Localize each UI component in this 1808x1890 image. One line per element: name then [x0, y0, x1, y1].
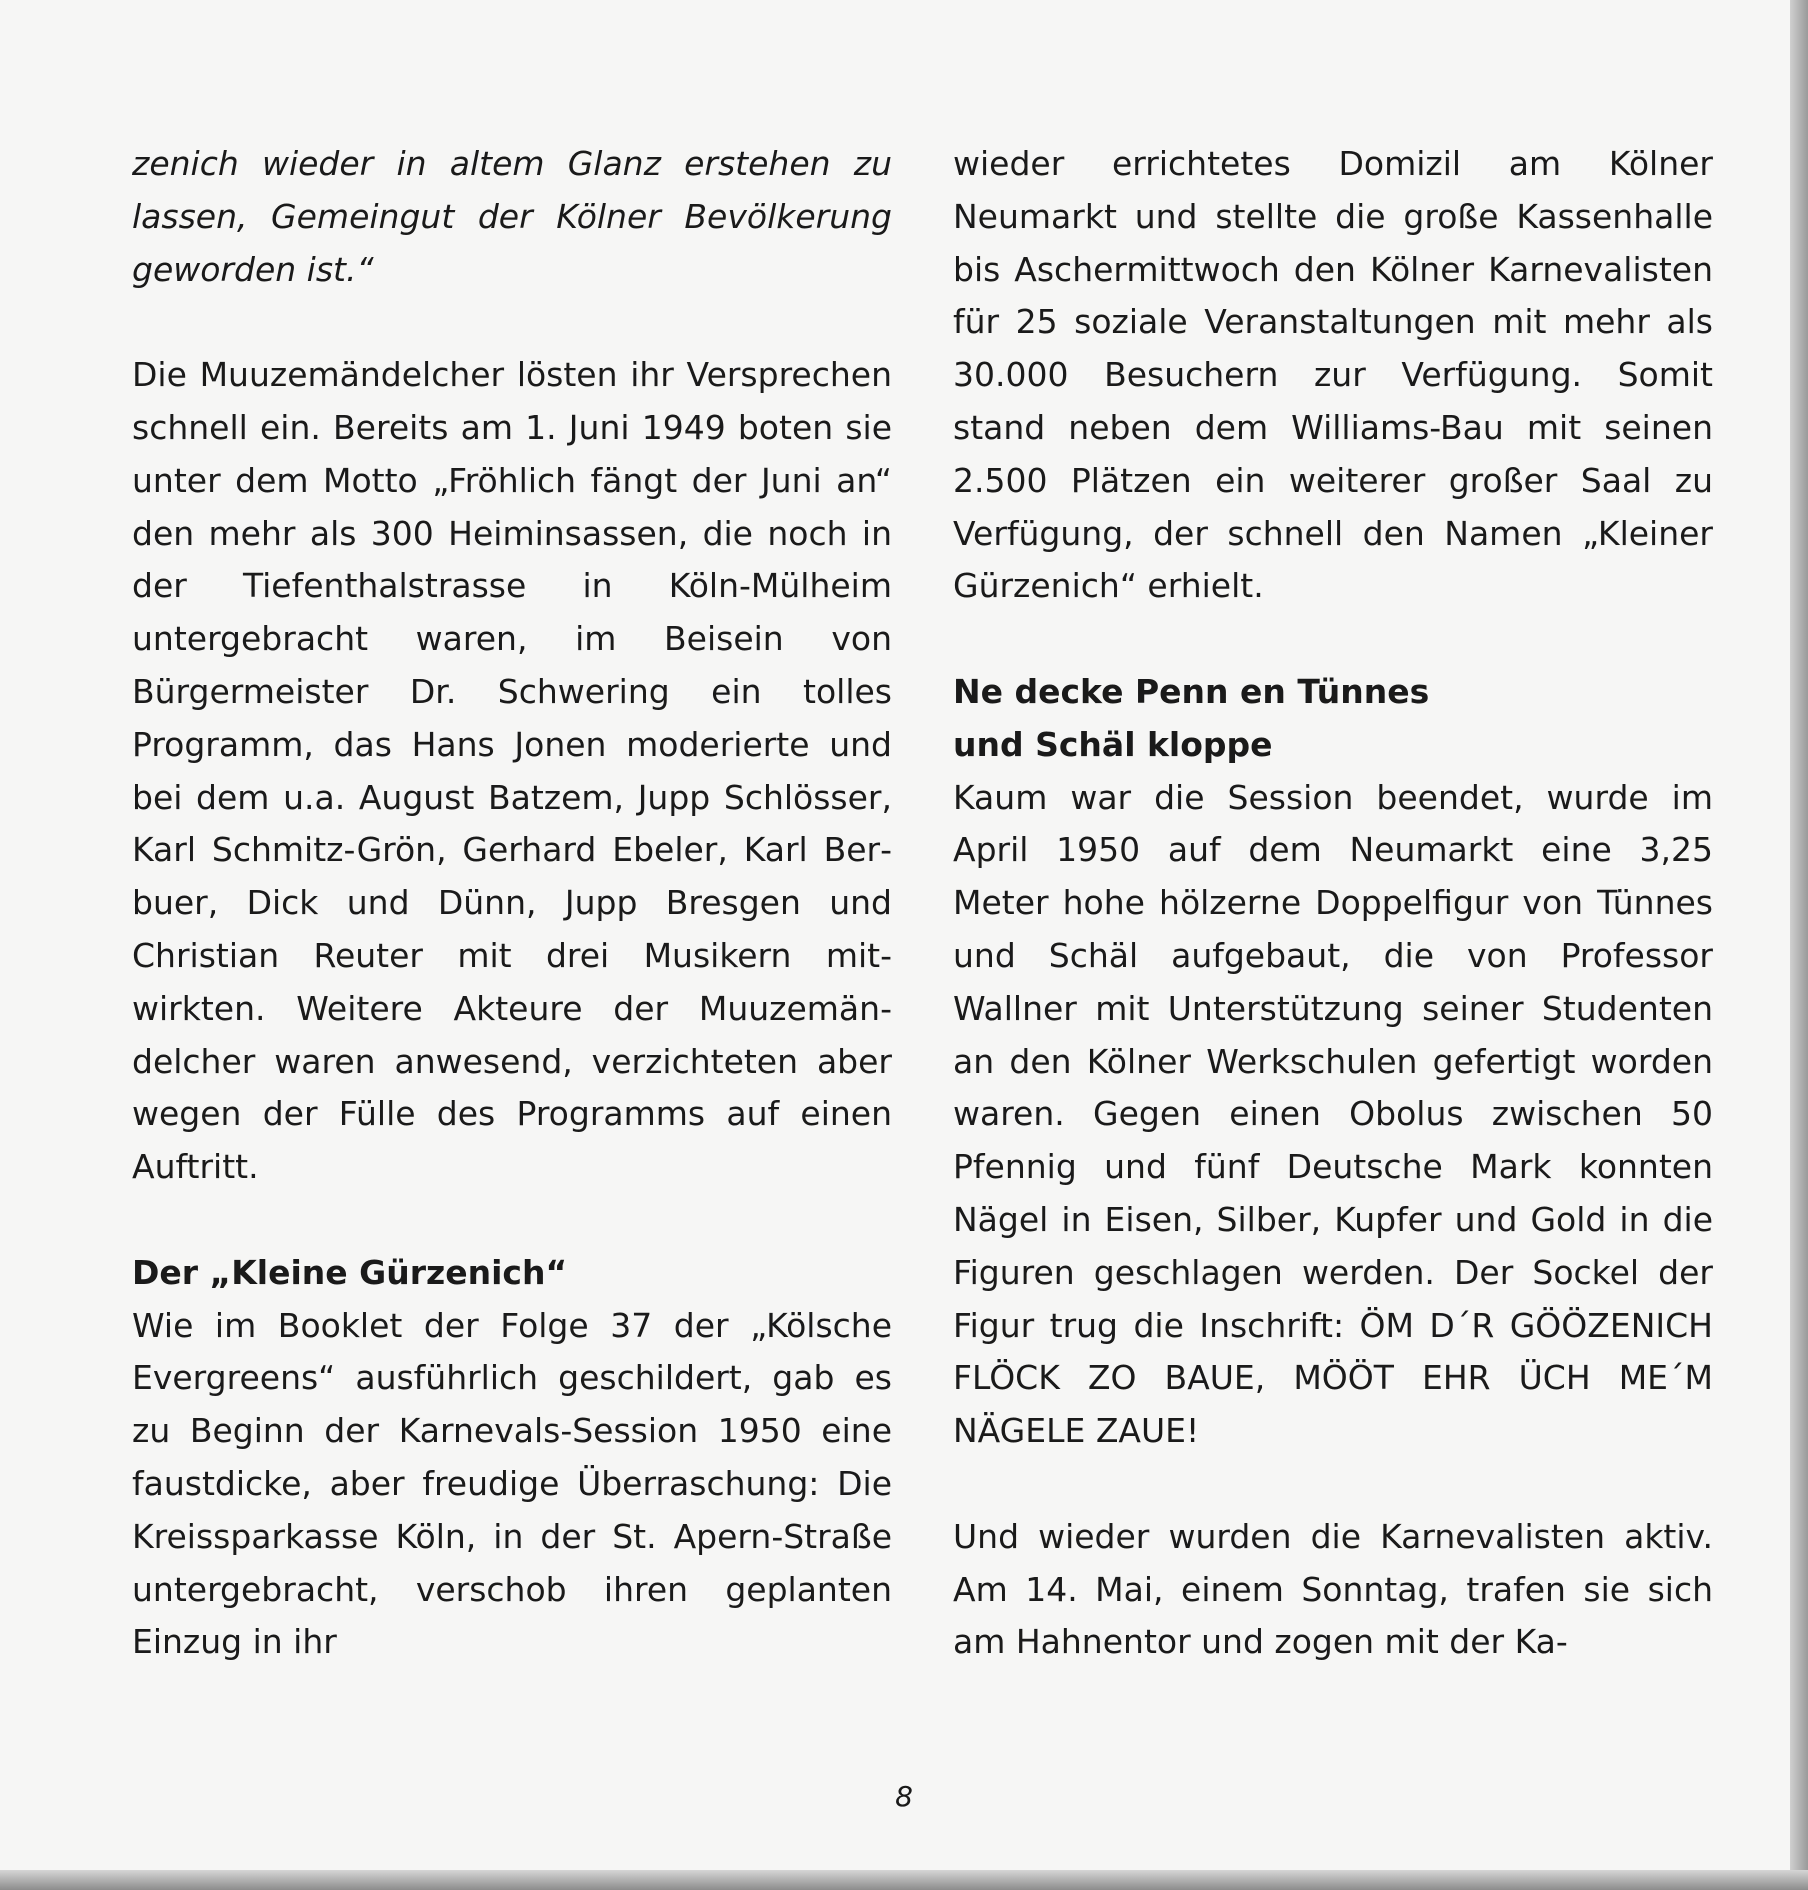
right-column	[953, 138, 1713, 1669]
page-edge-bottom	[0, 1870, 1808, 1890]
section-heading-kleiner-guerzenich: Der „Kleine Gürzenich“	[132, 1252, 568, 1292]
paragraph-gap	[953, 1458, 1713, 1511]
paragraph-hahnentor: Und wieder wurden die Karnevalisten aktiv. Am 14. Mai, einem Sonntag, trafen sie sich am Hahnentor und zogen mit der Ka-	[953, 1516, 1713, 1662]
section-heading-tuennes-line2: und Schäl kloppe	[953, 724, 1273, 764]
left-column	[132, 138, 892, 1669]
paragraph-gap	[953, 613, 1713, 666]
paragraph-muuzemaendelcher: Die Muuzemändelcher lösten ihr Versprechen schnell ein. Bereits am 1. Juni 1949 boten sie unter dem Motto „Fröhlich fängt der Juni an“ den mehr als 300 Heiminsassen, die noch in der Tiefenthalstrasse in Köln-Mülheim untergebracht waren, im Beisein von Bürgermeister Dr. Schwering ein tolles Programm, das Hans Jonen moderierte und bei dem u.a. August Batzem, Jupp Schlösser, Karl Schmitz-Grön, Gerhard Ebeler, Karl Berbuer, Dick und Dünn, Jupp Bresgen und Christian Reuter mit drei Musikern mitwirkten. Weitere Akteure der Muuzemändelcher waren anwesend, verzichteten aber wegen der Fülle des Programms auf einen Auftritt.	[132, 355, 892, 1187]
paragraph-gap	[132, 296, 892, 349]
page-number: 8	[895, 1780, 913, 1813]
paragraph-domizil: wieder errichtetes Domizil am Kölner Neumarkt und stellte die große Kassenhalle bis Aschermittwoch den Kölner Karnevalisten für 25 soziale Veranstaltungen mit mehr als 30.000 Besuchern zur Verfügung. Somit stand neben dem Williams-Bau mit seinen 2.500 Plätzen ein weiterer großer Saal zu Verfügung, der schnell den Namen „Kleiner Gürzenich“ erhielt.	[953, 144, 1713, 606]
paragraph-session: Kaum war die Session beendet, wurde im April 1950 auf dem Neumarkt eine 3,25 Meter hohe hölzerne Doppelfigur von Tünnes und Schäl aufgebaut, die von Professor Wallner mit Unterstützung seiner Studenten an den Kölner Werkschulen gefertigt worden waren. Gegen einen Obolus zwischen 50 Pfennig und fünf Deutsche Mark konnten Nägel in Eisen, Silber, Kupfer und Gold in die Figuren geschlagen werden. Der Sockel der Figur trug die Inschrift: ÖM D´R GÖÖZENICH FLÖCK ZO BAUE, MÖÖT EHR ÜCH ME´M NÄGELE ZAUE!	[953, 777, 1713, 1451]
page-edge-right	[1790, 0, 1808, 1890]
paragraph-booklet: Wie im Booklet der Folge 37 der „Kölsche Evergreens“ ausführlich geschildert, gab es zu Beginn der Karnevals-Session 1950 eine faustdicke, aber freudige Überraschung: Die Kreissparkasse Köln, in der St. Apern-Straße untergebracht, verschob ihren geplanten Einzug in ihr	[132, 1305, 892, 1662]
paragraph-gap	[132, 1194, 892, 1247]
section-heading-tuennes-line1: Ne decke Penn en Tünnes	[953, 671, 1430, 711]
quote-ending: zenich wieder in altem Glanz erstehen zu lassen, Gemeingut der Kölner Bevölkerung geworden ist.“	[132, 144, 892, 289]
